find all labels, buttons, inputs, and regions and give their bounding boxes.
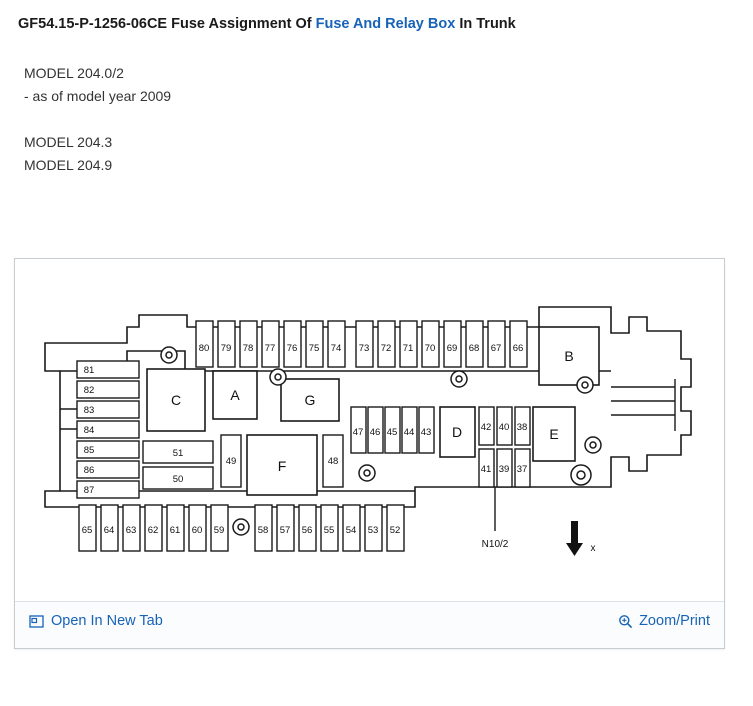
svg-text:39: 39 — [498, 464, 510, 475]
svg-text:83: 83 — [83, 405, 95, 416]
svg-text:74: 74 — [330, 343, 342, 354]
block-e-label: E — [549, 426, 559, 442]
svg-text:68: 68 — [468, 343, 480, 354]
top-fuse-row-right-labels — [359, 343, 524, 354]
svg-text:40: 40 — [498, 422, 510, 433]
open-in-new-tab-button[interactable] — [29, 613, 163, 629]
direction-arrow — [566, 521, 583, 556]
svg-text:87: 87 — [83, 485, 95, 496]
diagram-image[interactable] — [15, 259, 724, 599]
svg-text:71: 71 — [402, 343, 414, 354]
svg-text:46: 46 — [369, 427, 381, 438]
model-line-3: MODEL 204.3 — [24, 134, 113, 150]
svg-text:42: 42 — [480, 422, 492, 433]
svg-text:66: 66 — [512, 343, 524, 354]
page-title — [18, 16, 516, 32]
svg-text:82: 82 — [83, 385, 95, 396]
svg-text:86: 86 — [83, 465, 95, 476]
svg-text:52: 52 — [389, 525, 401, 536]
svg-text:43: 43 — [420, 427, 432, 438]
svg-text:61: 61 — [169, 525, 181, 536]
right-fuse-upper-labels — [481, 422, 528, 433]
direction-label: x — [590, 543, 596, 554]
svg-text:56: 56 — [301, 525, 313, 536]
svg-text:53: 53 — [367, 525, 379, 536]
svg-text:60: 60 — [191, 525, 203, 536]
svg-text:57: 57 — [279, 525, 291, 536]
svg-text:72: 72 — [380, 343, 392, 354]
page-title-link[interactable]: Fuse And Relay Box — [315, 16, 456, 32]
model-line-4: MODEL 204.9 — [24, 157, 113, 173]
svg-text:47: 47 — [352, 427, 364, 438]
page-title-prefix: GF54.15-P-1256-06CE Fuse Assignment Of — [18, 16, 316, 32]
open-in-new-tab-label: Open In New Tab — [51, 613, 163, 629]
right-fuse-lower-labels — [481, 464, 528, 475]
svg-text:55: 55 — [323, 525, 335, 536]
model-line-2: - as of model year 2009 — [24, 88, 172, 104]
svg-text:80: 80 — [198, 343, 210, 354]
svg-text:81: 81 — [83, 365, 95, 376]
block-f-label: F — [277, 458, 287, 474]
svg-text:37: 37 — [516, 464, 528, 475]
svg-text:73: 73 — [358, 343, 370, 354]
model-info — [24, 62, 171, 177]
svg-text:69: 69 — [446, 343, 458, 354]
svg-text:85: 85 — [83, 445, 95, 456]
component-label: N10/2 — [481, 539, 509, 550]
zoom-print-label: Zoom/Print — [639, 613, 710, 629]
svg-text:41: 41 — [480, 464, 492, 475]
svg-text:62: 62 — [147, 525, 159, 536]
svg-text:45: 45 — [386, 427, 398, 438]
svg-text:38: 38 — [516, 422, 528, 433]
block-a-label: A — [230, 387, 240, 403]
svg-text:78: 78 — [242, 343, 254, 354]
magnifier-icon — [618, 614, 633, 629]
page-title-suffix: In Trunk — [455, 16, 516, 32]
block-b-label: B — [564, 348, 574, 364]
svg-text:58: 58 — [257, 525, 269, 536]
svg-text:70: 70 — [424, 343, 436, 354]
svg-text:65: 65 — [81, 525, 93, 536]
svg-text:64: 64 — [103, 525, 115, 536]
model-line-spacer — [24, 108, 171, 131]
svg-text:44: 44 — [403, 427, 415, 438]
svg-text:84: 84 — [83, 425, 95, 436]
svg-text:75: 75 — [308, 343, 320, 354]
svg-text:79: 79 — [220, 343, 232, 354]
relay-48-label: 48 — [327, 456, 339, 467]
svg-text:63: 63 — [125, 525, 137, 536]
svg-text:76: 76 — [286, 343, 298, 354]
zoom-print-button[interactable] — [618, 613, 710, 629]
relay-50-label: 50 — [172, 474, 184, 485]
block-g-label: G — [304, 392, 316, 408]
svg-text:54: 54 — [345, 525, 357, 536]
block-c-label: C — [170, 392, 182, 408]
block-d-label: D — [451, 424, 463, 440]
svg-text:77: 77 — [264, 343, 276, 354]
relay-51-label: 51 — [172, 448, 184, 459]
model-line-1: MODEL 204.0/2 — [24, 65, 124, 81]
svg-text:59: 59 — [213, 525, 225, 536]
new-tab-icon — [29, 614, 44, 629]
diagram-footer — [15, 601, 724, 648]
diagram-panel — [14, 258, 725, 649]
relay-49-label: 49 — [225, 456, 237, 467]
svg-text:67: 67 — [490, 343, 502, 354]
fuse-box-diagram — [15, 259, 724, 599]
